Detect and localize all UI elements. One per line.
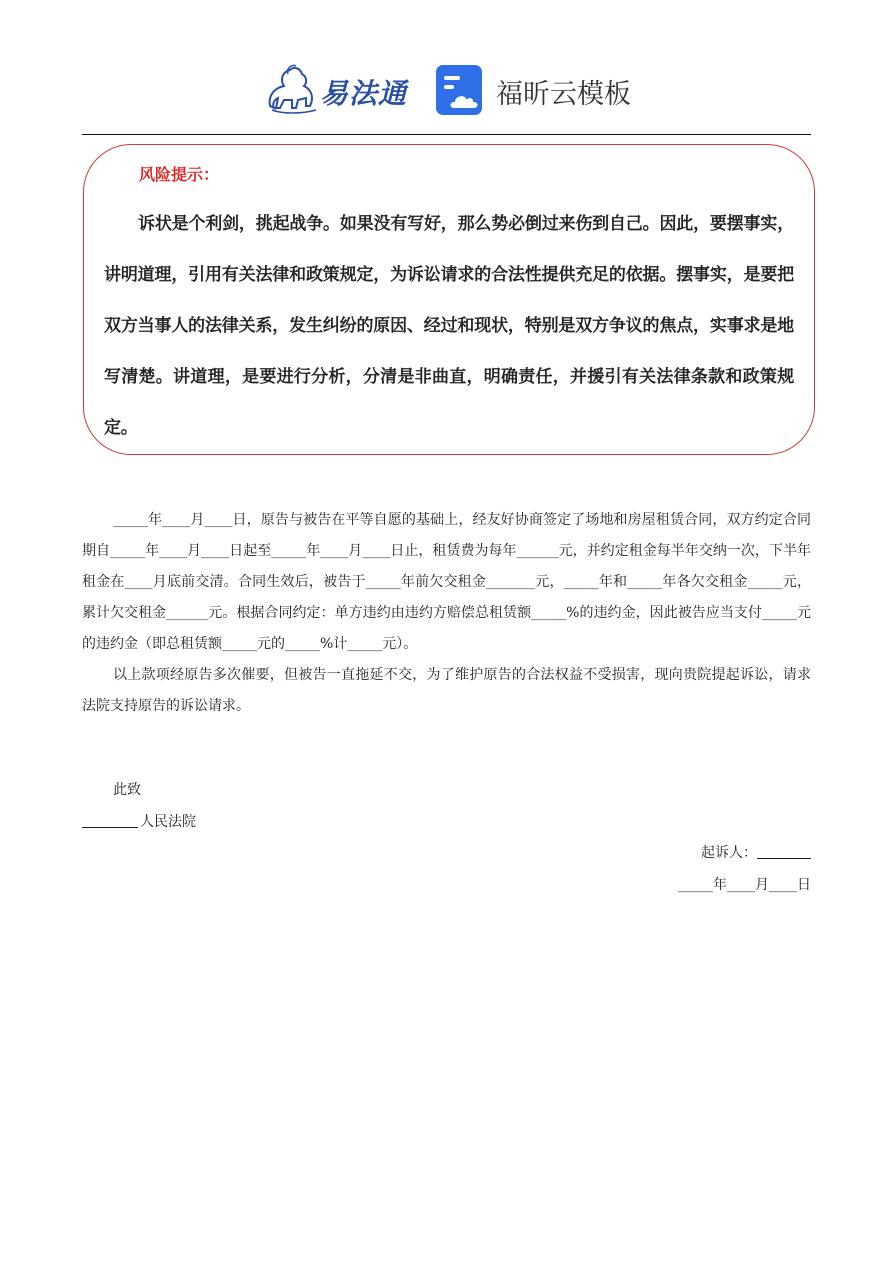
foxit-cloud-template-text: 福昕云模板 — [496, 79, 631, 110]
plaintiff-signature-line — [701, 842, 811, 862]
complaint-body — [82, 505, 811, 722]
salutation: 此致 — [113, 782, 141, 798]
court-name-blank — [82, 811, 138, 828]
court-line — [82, 811, 196, 831]
yifatong-logo-text: 易法通 — [320, 77, 408, 110]
cloud-document-icon — [436, 65, 486, 115]
yifatong-logo — [262, 62, 412, 116]
facts-paragraph: _____年____月____日，原告与被告在平等自愿的基础上，经友好协商签定了场地和房屋租赁合同，双方约定合同期自_____年____月____日起至_____年____月____日止，租赁费为每年______元，并约定租金每半年交纳一次，下半年租金在____月底前交清。合同生效后，被告于_____年前欠交租金_______元，_____年和_____年各欠交租金_____元，累计欠交租金______元。根据合同约定：单方违约由违约方赔偿总租赁额_____%的违约金，因此被告应当支付_____元的违约金（即总租赁额_____元的_____%计_____元）。 — [82, 512, 811, 652]
plaintiff-name-blank — [757, 842, 811, 859]
plaintiff-label: 起诉人： — [701, 845, 757, 861]
court-suffix: 人民法院 — [140, 814, 196, 830]
date-line: _____年____月____日 — [678, 877, 811, 893]
request-paragraph: 以上款项经原告多次催要，但被告一直拖延不交，为了维护原告的合法权益不受损害，现向贵院提起诉讼，请求法院支持原告的诉讼请求。 — [82, 667, 811, 714]
risk-notice-box — [83, 144, 815, 455]
risk-notice-title: 风险提示： — [139, 165, 220, 184]
header-divider — [82, 134, 811, 135]
risk-notice-body: 诉状是个利剑，挑起战争。如果没有写好，那么势必倒过来伤到自己。因此，要摆事实，讲明道理，引用有关法律和政策规定，为诉讼请求的合法性提供充足的依据。摆事实，是要把双方当事人的法律关系，发生纠纷的原因、经过和现状，特别是双方争议的焦点，实事求是地写清楚。讲道理，是要进行分析，分清是非曲直，明确责任，并援引有关法律条款和政策规定。 — [104, 214, 794, 438]
qilin-icon — [262, 62, 322, 116]
page-header — [0, 0, 893, 136]
